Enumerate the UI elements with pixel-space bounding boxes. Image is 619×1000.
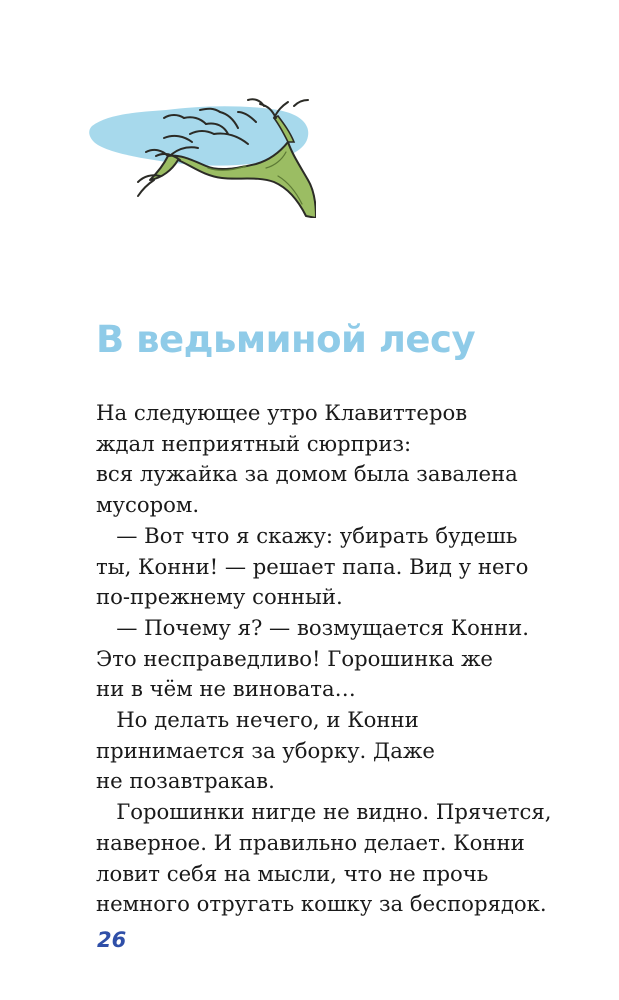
body-text (96, 398, 552, 920)
text-line: На следующее утро Клавиттеров (96, 400, 468, 425)
text-line: Горошинки нигде не видно. Прячется, (96, 799, 552, 825)
text-line: немного отругать кошку за беспорядок. (96, 891, 547, 917)
chapter-title: В ведьминой лесу (96, 318, 476, 361)
text-line: Это несправедливо! Горошинка же (96, 645, 493, 671)
text-line: принимается за уборку. Даже (96, 737, 435, 763)
text-line: Но делать нечего, и Конни (96, 707, 419, 733)
text-line: — Почему я? — возмущается Конни. (96, 614, 529, 640)
text-line: вся лужайка за домом была завалена (96, 461, 518, 487)
text-line: ни в чём не виновата… (96, 676, 356, 702)
tree-branch-icon (88, 96, 316, 218)
page-number: 26 (97, 928, 127, 952)
text-line: ловит себя на мысли, что не прочь (96, 860, 489, 886)
text-line: ждал неприятный сюрприз: (96, 430, 412, 456)
text-line: — Вот что я скажу: убирать будешь (96, 522, 518, 548)
text-line: ты, Конни! — решает папа. Вид у него (96, 553, 529, 579)
text-line: наверное. И правильно делает. Конни (96, 829, 525, 855)
text-line: мусором. (96, 492, 200, 518)
text-line: по-прежнему сонный. (96, 584, 343, 610)
text-line: не позавтракав. (96, 768, 275, 794)
